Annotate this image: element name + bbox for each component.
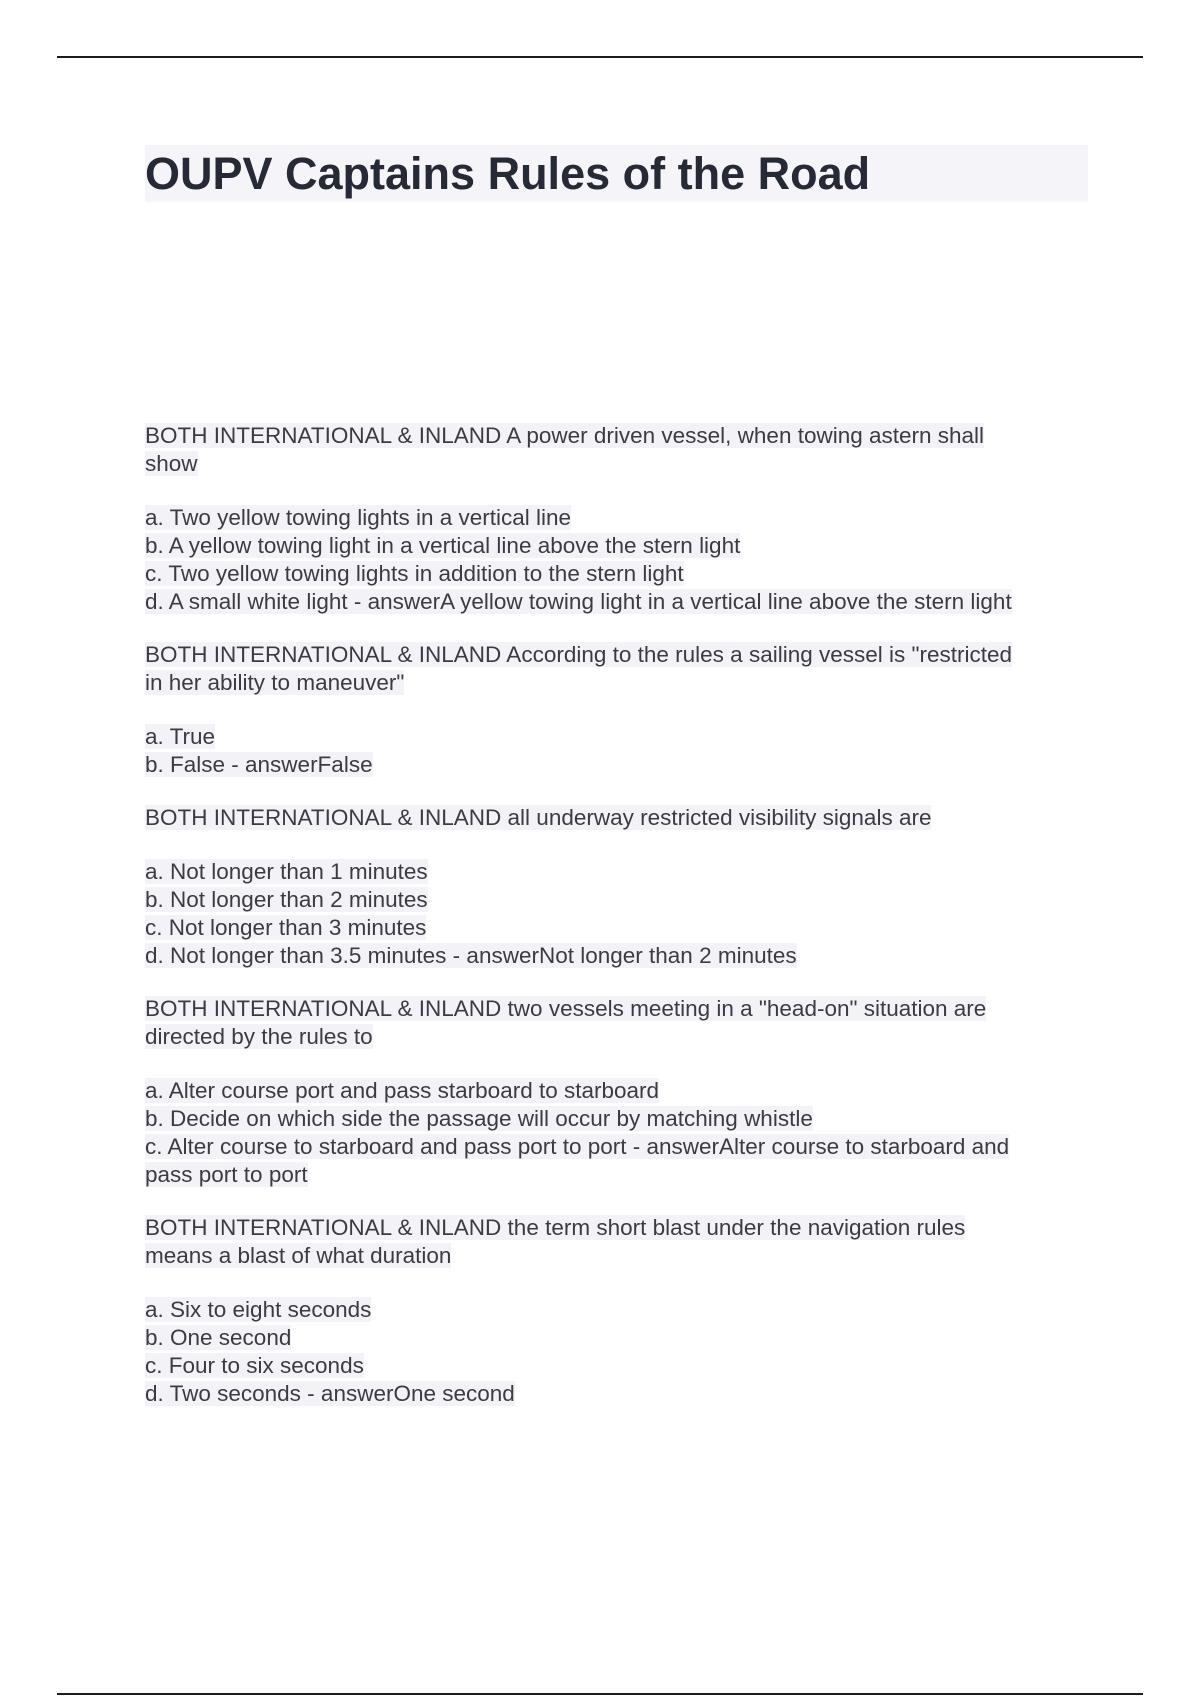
answer-option: b. Not longer than 2 minutes [145, 887, 428, 912]
question-prompt-line: BOTH INTERNATIONAL & INLAND all underway restricted visibility signals are [145, 805, 932, 830]
answer-option: a. True [145, 724, 216, 749]
question-4-options [145, 1077, 1091, 1189]
answer-option: a. Not longer than 1 minutes [145, 859, 428, 884]
answer-option: d. Not longer than 3.5 minutes - answerNot longer than 2 minutes [145, 943, 797, 968]
question-2-options [145, 723, 1091, 779]
question-prompt-line: BOTH INTERNATIONAL & INLAND According to the rules a sailing vessel is "restricted [145, 642, 1013, 667]
answer-option: b. Decide on which side the passage will occur by matching whistle [145, 1106, 813, 1131]
page-title: OUPV Captains Rules of the Road [145, 145, 1088, 202]
question-prompt-line: in her ability to maneuver" [145, 670, 405, 695]
question-prompt-line: BOTH INTERNATIONAL & INLAND the term short blast under the navigation rules [145, 1215, 966, 1240]
bottom-rule [57, 1693, 1143, 1695]
question-5-prompt [145, 1214, 1091, 1270]
question-4-prompt [145, 995, 1091, 1051]
question-prompt-line: means a blast of what duration [145, 1243, 452, 1268]
question-prompt-line: BOTH INTERNATIONAL & INLAND A power driven vessel, when towing astern shall [145, 423, 985, 448]
answer-option: c. Not longer than 3 minutes [145, 915, 427, 940]
question-2-prompt [145, 641, 1091, 697]
answer-option: c. Alter course to starboard and pass port to port - answerAlter course to starboard and [145, 1134, 1010, 1159]
question-prompt-line: BOTH INTERNATIONAL & INLAND two vessels meeting in a "head-on" situation are [145, 996, 987, 1021]
question-3-prompt [145, 804, 1091, 832]
question-list [145, 422, 1091, 1433]
question-prompt-line: directed by the rules to [145, 1024, 373, 1049]
answer-option: c. Two yellow towing lights in addition to the stern light [145, 561, 684, 586]
question-1-prompt [145, 422, 1091, 478]
answer-option: d. Two seconds - answerOne second [145, 1381, 515, 1406]
answer-option: b. One second [145, 1325, 292, 1350]
answer-option: a. Six to eight seconds [145, 1297, 372, 1322]
answer-option: b. False - answerFalse [145, 752, 373, 777]
question-5-options [145, 1296, 1091, 1408]
answer-option: a. Two yellow towing lights in a vertical line [145, 505, 572, 530]
answer-option: a. Alter course port and pass starboard to starboard [145, 1078, 660, 1103]
answer-option: b. A yellow towing light in a vertical line above the stern light [145, 533, 741, 558]
question-1-options [145, 504, 1091, 616]
question-prompt-line: show [145, 451, 198, 476]
question-3-options [145, 858, 1091, 970]
top-rule [57, 56, 1143, 58]
answer-option: d. A small white light - answerA yellow towing light in a vertical line above the stern light [145, 589, 1012, 614]
answer-option: pass port to port [145, 1162, 308, 1187]
answer-option: c. Four to six seconds [145, 1353, 364, 1378]
